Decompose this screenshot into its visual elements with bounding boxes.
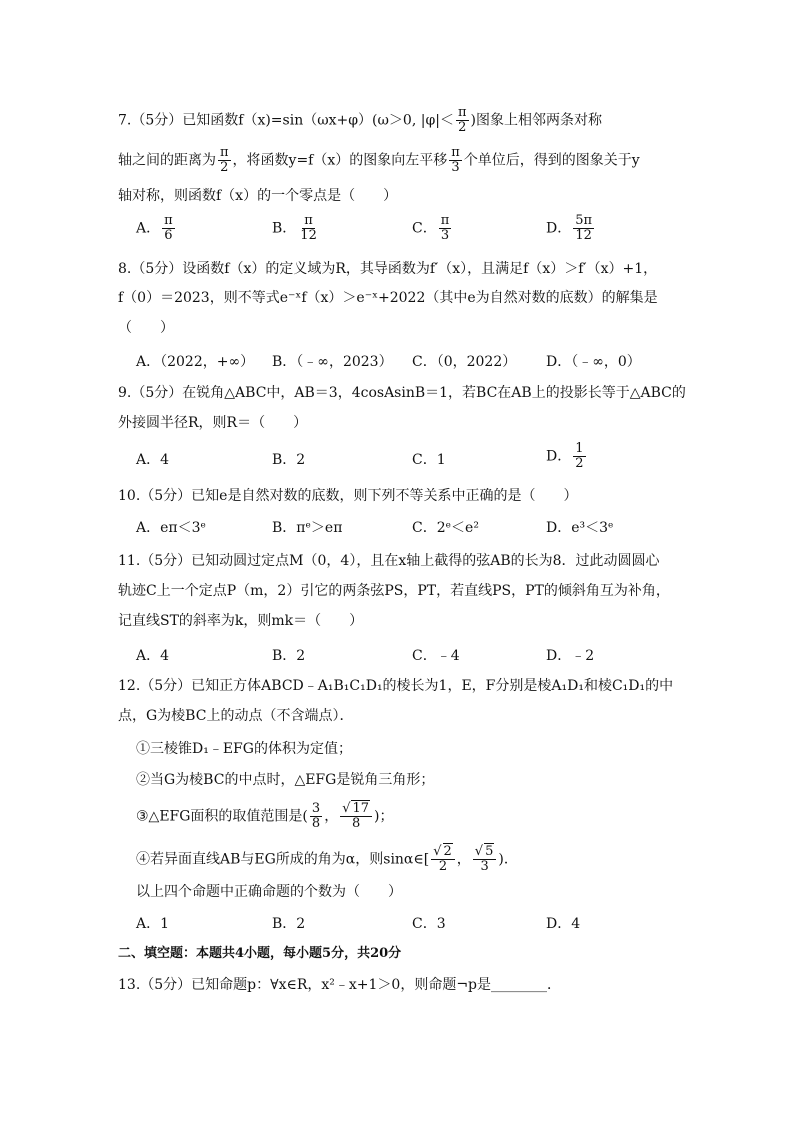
option-label: C． bbox=[412, 220, 437, 237]
q9-option-a[interactable]: A．4 bbox=[136, 452, 170, 468]
item3-frac-1 bbox=[310, 802, 322, 831]
option-frac bbox=[439, 214, 452, 243]
q11-line2: 轨迹C上一个定点P（m，2）引它的两条弦PS，PT，若直线PS，PT的倾斜角互为补角， bbox=[118, 583, 670, 599]
q7-func: f（x)=sin（ωx+φ）(ω＞0, |φ|＜ bbox=[238, 112, 454, 129]
q12-line-last: 以上四个命题中正确命题的个数为（ ） bbox=[136, 884, 402, 900]
option-frac bbox=[573, 442, 585, 471]
q7-option-d[interactable] bbox=[546, 214, 596, 243]
q7-frac-pi2 bbox=[456, 106, 469, 135]
frac-num: 1 bbox=[575, 441, 584, 456]
q12-option-d[interactable]: D．4 bbox=[546, 916, 581, 932]
q10-option-d[interactable]: D．e³＜3ᵉ bbox=[546, 520, 614, 536]
radicand: 17 bbox=[352, 801, 370, 816]
frac-den: 12 bbox=[300, 228, 317, 243]
frac-num: √ 17 bbox=[340, 802, 372, 817]
frac-num: π bbox=[164, 213, 173, 228]
q9-option-c[interactable]: C．1 bbox=[412, 452, 446, 468]
q11-option-a[interactable]: A．4 bbox=[136, 648, 170, 664]
frac-den: 8 bbox=[311, 816, 321, 831]
q7-text: 7.（5分）已知函数 bbox=[118, 112, 239, 129]
q7-frac bbox=[449, 146, 462, 175]
item-sep: ， bbox=[324, 808, 339, 825]
radicand: 2 bbox=[443, 844, 452, 859]
q7-option-c[interactable] bbox=[412, 214, 453, 243]
q10-option-c[interactable]: C．2ᵉ＜e² bbox=[412, 520, 479, 536]
q7-line3: 轴对称，则函数f（x）的一个零点是（ ） bbox=[118, 188, 398, 204]
q10-line1: 10.（5分）已知e是自然对数的底数，则下列不等关系中正确的是（ ） bbox=[118, 488, 578, 504]
item4-frac-1 bbox=[431, 845, 455, 874]
q8-line1: 8.（5分）设函数f（x）的定义域为R，其导函数为f′（x），且满足f（x）＞f′（x）+1， bbox=[118, 261, 658, 277]
frac-num: π bbox=[304, 213, 313, 228]
frac-num: 5π bbox=[575, 213, 593, 228]
q9-option-b[interactable]: B．2 bbox=[272, 452, 306, 468]
q9-line1: 9.（5分）在锐角△ABC中，AB＝3，4cosAsinB＝1，若BC在AB上的投影长等于△ABC的 bbox=[118, 385, 686, 401]
q7-text: )图象上相邻两条对称 bbox=[470, 112, 602, 129]
frac-den: 3 bbox=[440, 228, 450, 243]
q8-line3: （ ） bbox=[118, 320, 174, 336]
q13-line1: 13.（5分）已知命题p：∀x∈R，x²﹣x+1＞0，则命题¬p是________． bbox=[118, 977, 562, 993]
q12-line1: 12.（5分）已知正方体ABCD﹣A₁B₁C₁D₁的棱长为1，E，F分别是棱A₁D₁和棱C₁D₁的中 bbox=[118, 678, 674, 694]
q7-frac bbox=[218, 146, 231, 175]
q8-option-d[interactable]: D．（﹣∞，0） bbox=[546, 354, 641, 370]
frac-num: π bbox=[440, 213, 450, 228]
q8-option-b[interactable]: B．（﹣∞，2023） bbox=[272, 354, 393, 370]
q7-text: ，将函数y=f（x）的图象向左平移 bbox=[232, 152, 448, 169]
frac-num: √ 2 bbox=[431, 845, 455, 860]
q12-line2: 点，G为棱BC上的动点（不含端点）． bbox=[118, 708, 354, 724]
q12-item-2: ②当G为棱BC的中点时，△EFG是锐角三角形； bbox=[136, 772, 435, 788]
option-label: A． bbox=[136, 220, 161, 237]
frac-den: 12 bbox=[575, 228, 592, 243]
item3-frac-2 bbox=[340, 802, 372, 831]
q12-item-4 bbox=[136, 845, 518, 874]
option-frac bbox=[298, 214, 319, 243]
frac-den: 3 bbox=[451, 160, 460, 175]
section-heading-fill-in: 二、填空题：本题共4小题，每小题5分，共20分 bbox=[118, 946, 402, 961]
frac-den: 8 bbox=[351, 816, 361, 831]
option-label: D． bbox=[546, 448, 572, 465]
q9-option-d[interactable] bbox=[546, 442, 588, 471]
q7-text: 个单位后，得到的图象关于y bbox=[463, 152, 640, 169]
radicand: 5 bbox=[485, 844, 494, 859]
q7-text: 轴之间的距离为 bbox=[118, 152, 216, 169]
item4-frac-2 bbox=[473, 845, 497, 874]
q8-option-a[interactable]: A．（2022，+∞） bbox=[136, 354, 255, 370]
q11-option-c[interactable]: C．﹣4 bbox=[412, 648, 460, 664]
frac-num: 3 bbox=[311, 801, 321, 816]
q12-item-3 bbox=[136, 802, 394, 831]
option-frac bbox=[162, 214, 175, 243]
q7-line1 bbox=[118, 106, 602, 135]
frac-den: 2 bbox=[220, 160, 229, 175]
q12-option-b[interactable]: B．2 bbox=[272, 916, 306, 932]
q12-option-a[interactable]: A．1 bbox=[136, 916, 170, 932]
q11-line1: 11.（5分）已知动圆过定点M（0，4），且在x轴上截得的弦AB的长为8．过此动圆圆心 bbox=[118, 553, 660, 569]
frac-den: 6 bbox=[164, 228, 173, 243]
item-text: )； bbox=[374, 808, 394, 825]
frac-den: 2 bbox=[438, 859, 448, 874]
item-text: ④若异面直线AB与EG所成的角为α，则sinα∈[ bbox=[136, 851, 430, 868]
option-label: D． bbox=[546, 220, 572, 237]
q10-option-b[interactable]: B．πᵉ＞eπ bbox=[272, 520, 343, 536]
option-label: B． bbox=[272, 220, 297, 237]
q7-option-a[interactable] bbox=[136, 214, 177, 243]
frac-den: 3 bbox=[480, 859, 489, 874]
frac-den: 2 bbox=[575, 456, 584, 471]
q8-line2: f（0）＝2023，则不等式e⁻ˣf（x）＞e⁻ˣ+2022（其中e为自然对数的底数）的解集是 bbox=[118, 290, 658, 306]
q9-line2: 外接圆半径R，则R＝（ ） bbox=[118, 415, 308, 431]
frac-num: π bbox=[220, 145, 229, 160]
q7-line2 bbox=[118, 146, 640, 175]
q12-item-1: ①三棱锥D₁﹣EFG的体积为定值； bbox=[136, 741, 352, 757]
option-frac bbox=[573, 214, 594, 243]
frac-num: √ 5 bbox=[473, 845, 497, 860]
q12-option-c[interactable]: C．3 bbox=[412, 916, 446, 932]
q11-option-b[interactable]: B．2 bbox=[272, 648, 306, 664]
frac-num: π bbox=[451, 145, 460, 160]
q11-option-d[interactable]: D．﹣2 bbox=[546, 648, 595, 664]
item-text: ③△EFG面积的取值范围是( bbox=[136, 808, 308, 825]
item-text: )． bbox=[498, 851, 518, 868]
item-sep: ， bbox=[456, 851, 471, 868]
q8-option-c[interactable]: C．（0，2022） bbox=[412, 354, 517, 370]
q10-option-a[interactable]: A．eπ＜3ᵉ bbox=[136, 520, 206, 536]
q7-option-b[interactable] bbox=[272, 214, 321, 243]
frac-den: 2 bbox=[458, 120, 467, 135]
q11-line3: 记直线ST的斜率为k，则mk＝（ ） bbox=[118, 613, 364, 629]
frac-num: π bbox=[457, 105, 467, 120]
